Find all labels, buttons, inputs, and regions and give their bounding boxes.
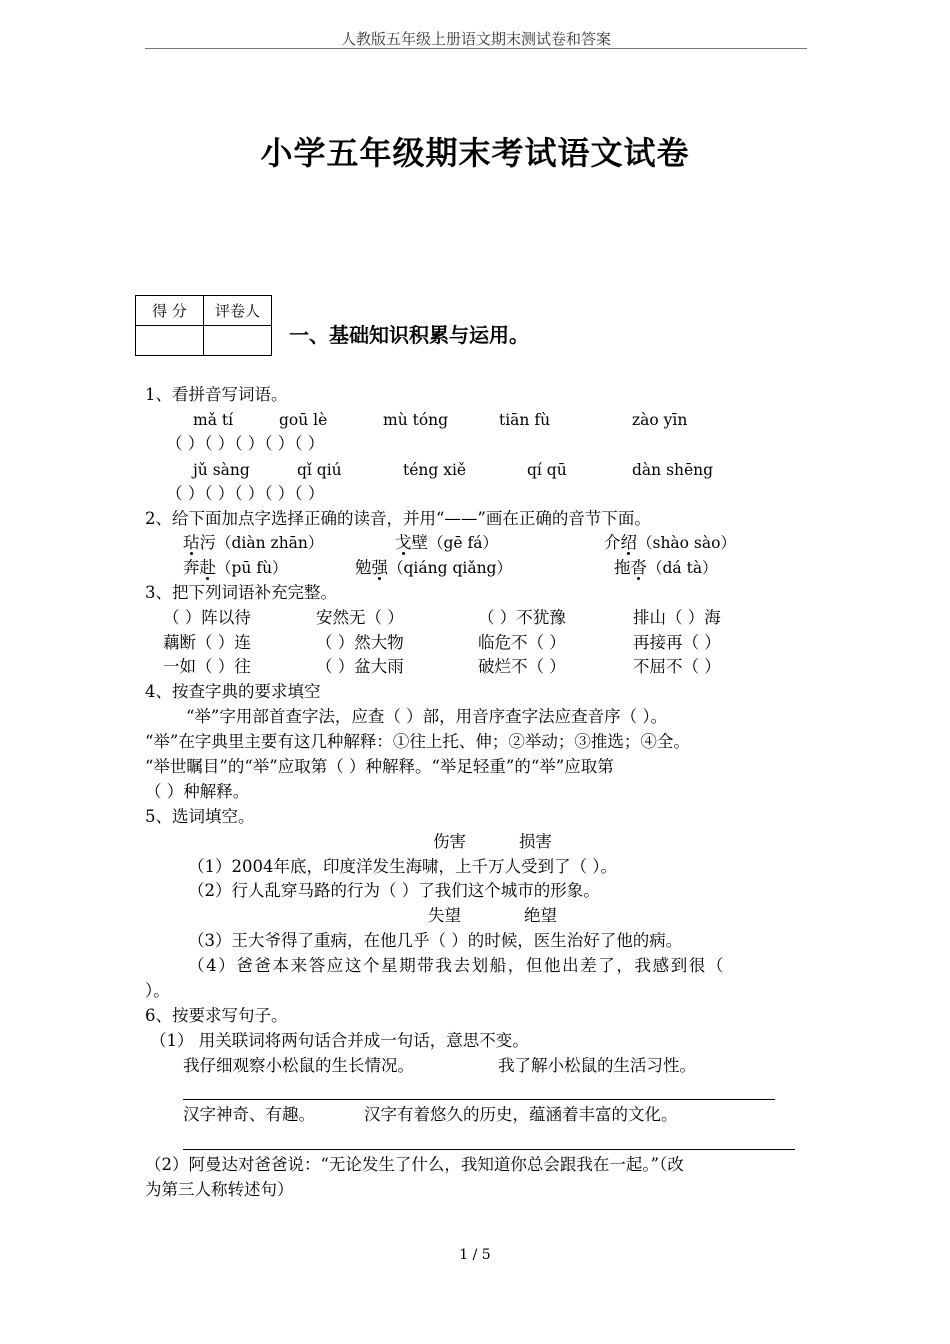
pinyin: zào yīn [632,411,688,429]
idiom-blank[interactable]: 藕断（ ）连 [163,633,251,652]
score-table [135,295,272,356]
word-item [183,532,323,554]
q6-sub2-cont: 为第三人称转述句） [145,1180,294,1199]
char: 拖 [614,558,631,577]
answer-line[interactable] [183,1149,795,1150]
q6-sub1: （1） 用关联词将两句话合并成一句话，意思不变。 [150,1031,529,1050]
char: 壁 [411,533,428,552]
pinyin: mǎ tí [193,411,234,429]
sentence-b1: 汉字神奇、有趣。 [183,1105,315,1124]
q6-heading: 6、按要求写句子。 [145,1006,288,1025]
q5-heading: 5、选词填空。 [145,807,255,826]
word-choice: 损害 [519,832,552,851]
idiom-blank[interactable]: 破烂不（ ） [478,657,566,676]
char: 奔 [183,558,200,577]
score-cell[interactable] [136,326,204,356]
answer-blanks[interactable]: （ ）（ ）（ ）（ ）（ ） [166,434,325,453]
word-item [604,532,736,554]
answer-line[interactable] [183,1099,775,1100]
idiom-blank[interactable]: 安然无（ ） [316,608,404,627]
idiom-blank[interactable]: （ ）盆大雨 [316,657,404,676]
word-choice: 失望 [428,906,461,925]
idiom-blank[interactable]: （ ）不犹豫 [478,608,566,627]
page-number: 1 / 5 [459,1247,491,1263]
idiom-blank[interactable]: 临危不（ ） [478,633,566,652]
pinyin: dàn shēng [632,461,714,479]
pinyin: qí qū [527,461,567,479]
q5-sentence[interactable]: （2）行人乱穿马路的行为（ ）了我们这个城市的形象。 [188,881,600,900]
running-header: 人教版五年级上册语文期末测试卷和答案 [340,30,611,48]
page-title: 小学五年级期末考试语文试卷 [260,134,690,172]
q5-sentence-end: ）。 [145,981,170,1000]
q4-line: “举”在字典里主要有这几种解释：①往上托、伸；②举动；③推选；④全。 [145,732,690,751]
score-header: 得 分 [136,296,204,326]
dotted-char: 玷 [183,533,200,552]
char: 介 [604,533,621,552]
q5-sentence[interactable]: （3）王大爷得了重病，在他几乎（ ）的时候，医生治好了他的病。 [188,931,683,950]
q4-line[interactable]: （ ）种解释。 [145,782,250,801]
pinyin: mù tóng [383,411,449,429]
q4-line[interactable]: “举世瞩目”的“举”应取第（ ）种解释。“举足轻重”的“举”应取第 [145,757,614,776]
word-choice: 伤害 [433,832,466,851]
pinyin-options[interactable]: （qiáng qiǎng） [388,559,512,577]
dotted-char: 强 [371,558,388,577]
idiom-blank[interactable]: 排山（ ）海 [633,608,721,627]
char: 污 [199,533,216,552]
pinyin-options[interactable]: （pū fù） [216,559,288,577]
pinyin: tiān fù [499,411,551,429]
word-item [183,557,288,579]
idiom-blank[interactable]: （ ）然大物 [316,633,404,652]
pinyin-options[interactable]: （shào sào） [637,534,736,552]
word-item [395,532,498,554]
char: 勉 [355,558,372,577]
answer-blanks[interactable]: （ ）（ ）（ ）（ ）（ ） [166,484,325,503]
q4-heading: 4、按查字典的要求填空 [145,682,321,701]
idiom-blank[interactable]: （ ）阵以待 [163,608,251,627]
q5-sentence[interactable]: （1）2004年底，印度洋发生海啸，上千万人受到了（ ）。 [188,857,617,876]
pinyin: qǐ qiú [297,461,342,479]
grader-header: 评卷人 [204,296,272,326]
pinyin: jǔ sàng [193,461,250,479]
q4-line[interactable]: “举”字用部首查字法，应查（ ）部，用音序查字法应查音序（ ）。 [186,707,668,726]
pinyin-options[interactable]: （diàn zhān） [216,534,324,552]
word-choice: 绝望 [524,906,557,925]
sentence-a2: 我了解小松鼠的生活习性。 [498,1056,696,1075]
pinyin: goū lè [279,411,328,429]
pinyin-options[interactable]: （gē fá） [428,534,498,552]
q3-heading: 3、把下列词语补充完整。 [145,583,337,602]
section-heading: 一、基础知识积累与运用。 [289,323,529,347]
sentence-a1: 我仔细观察小松鼠的生长情况。 [183,1056,414,1075]
dotted-char: 戈 [395,533,412,552]
idiom-blank[interactable]: 再接再（ ） [633,633,721,652]
dotted-char: 赴 [199,558,216,577]
idiom-blank[interactable]: 不屈不（ ） [633,657,721,676]
q6-sub2: （2）阿曼达对爸爸说：“无论发生了什么，我知道你总会跟我在一起。”（改 [145,1155,684,1174]
grader-cell[interactable] [204,326,272,356]
dotted-char: 沓 [630,558,647,577]
q1-heading: 1、看拼音写词语。 [145,385,288,404]
idiom-blank[interactable]: 一如（ ）往 [163,657,251,676]
pinyin-options[interactable]: （dá tà） [647,559,718,577]
pinyin: téng xiě [403,461,467,479]
word-item [355,557,512,579]
sentence-b2: 汉字有着悠久的历史，蕴涵着丰富的文化。 [364,1105,678,1124]
q5-sentence[interactable]: （4）爸爸本来答应这个星期带我去划船，但他出差了，我感到很（ [188,956,725,975]
dotted-char: 绍 [620,533,637,552]
header-rule [145,48,807,49]
word-item [614,557,718,579]
q2-heading: 2、给下面加点字选择正确的读音，并用“——”画在正确的音节下面。 [145,509,651,528]
